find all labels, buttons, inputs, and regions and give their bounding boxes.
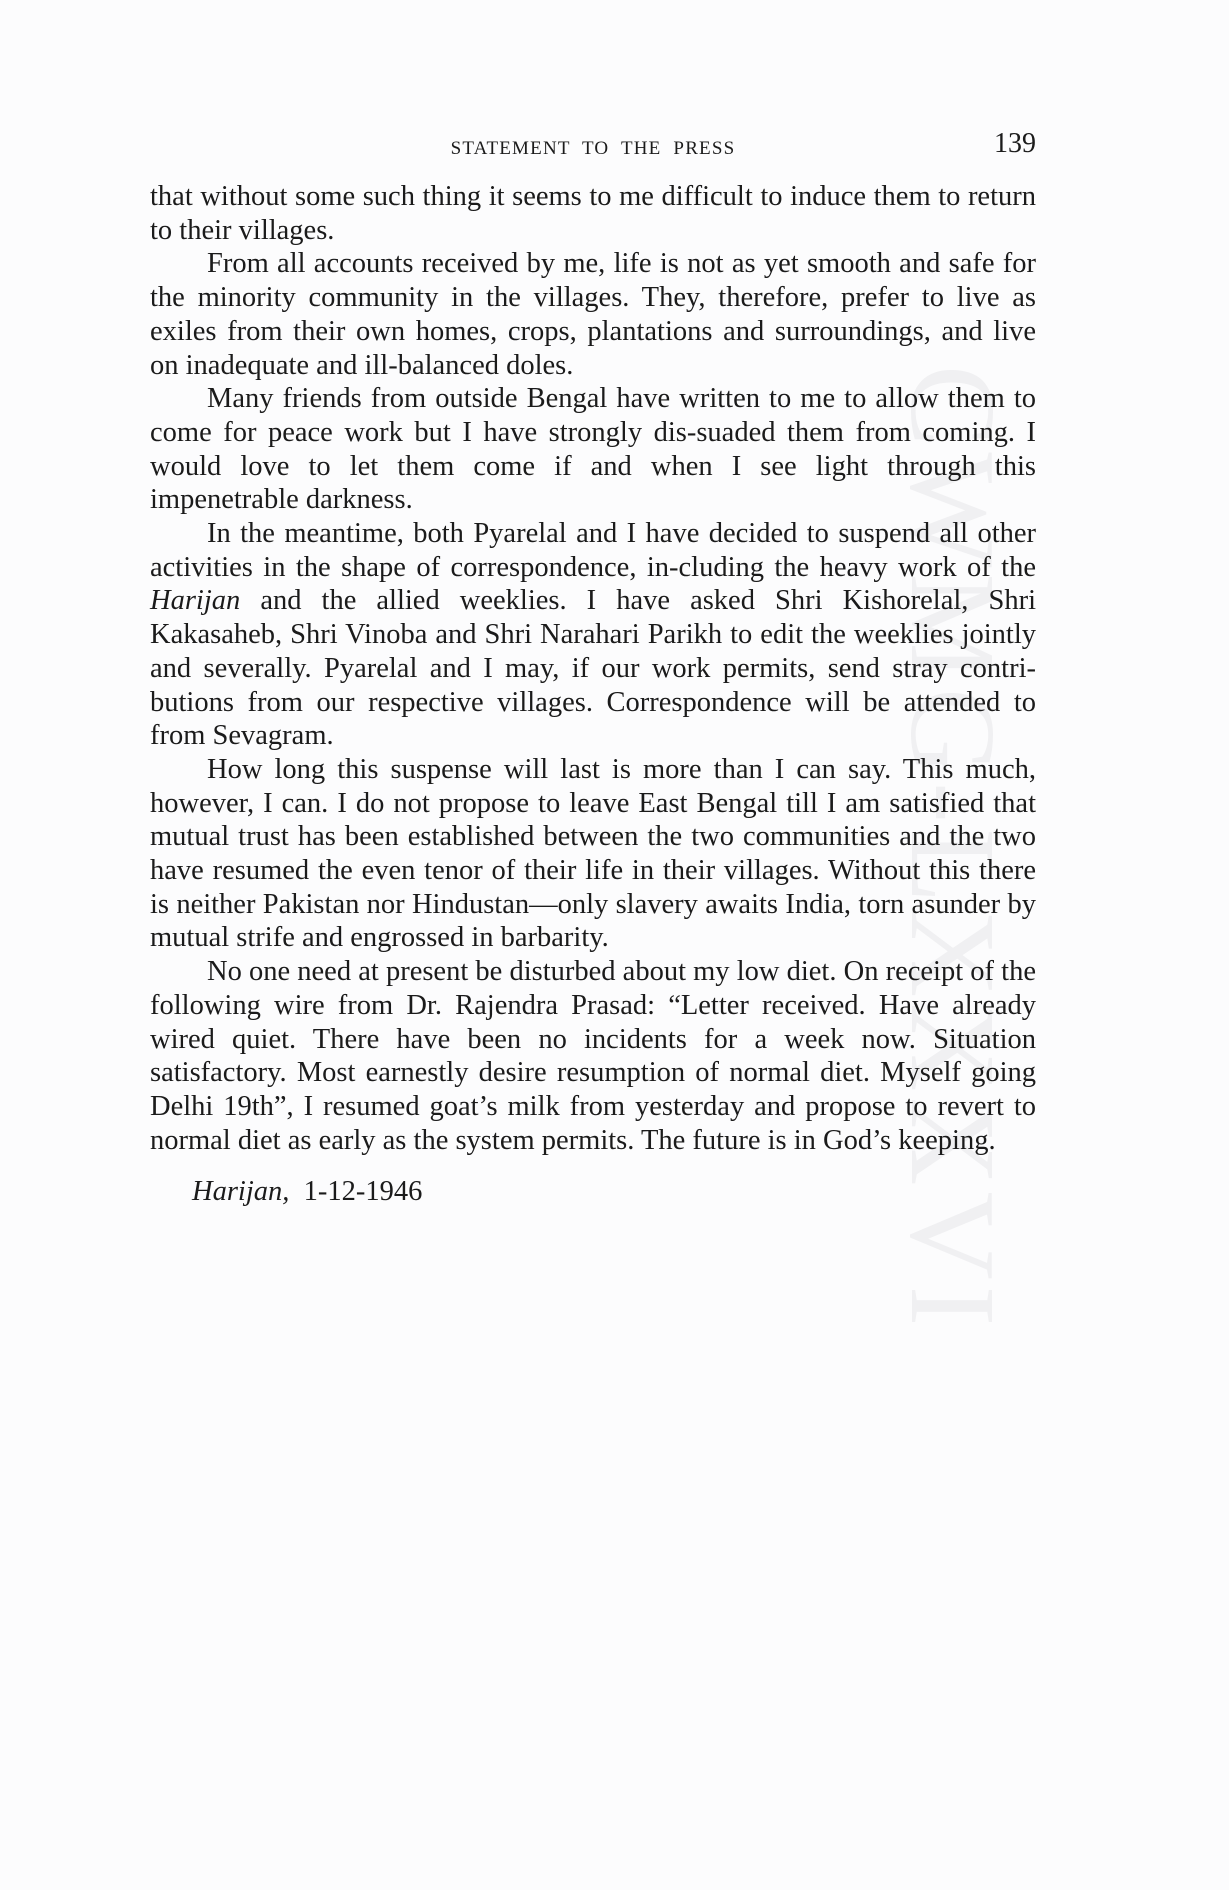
- paragraph: [150, 753, 1036, 955]
- paragraph: [150, 180, 1036, 247]
- page-number: 139: [994, 128, 1036, 159]
- paragraph-list: [150, 180, 1036, 1157]
- paragraph-text: From all accounts received by me, life is not as yet smooth and safe for the minority community in the villages. They, therefore, prefer to live as exiles from their own homes, crops, plantations and surroundings, and live on inadequate and ill-balanced doles.: [150, 248, 1036, 381]
- paragraph-text: Many friends from outside Bengal have written to me to allow them to come for peace work but I have strongly dis-suaded them from coming. I would love to let them come if and when I see light through this impenetrable darkness.: [150, 383, 1036, 516]
- paragraph-text: and the allied weeklies. I have asked Shri Kishorelal, Shri Kakasaheb, Shri Vinoba and Shri Narahari Parikh to edit the weeklies jointly and severally. Pyarelal and I may, if our work permits, send stray contri-butions from our respective villages. Correspondence will be attended to from Sevagram.: [150, 585, 1036, 752]
- paragraph-text: How long this suspense will last is more than I can say. This much, however, I can. I do not propose to leave East Bengal till I am satisfied that mutual trust has been established between the two communities and the two have resumed the even tenor of their life in their villages. Without this there is neither Pakistan nor Hindustan—only slavery awaits India, torn asunder by mutual strife and engrossed in barbarity.: [150, 753, 1036, 954]
- italic-text: Harijan: [150, 585, 241, 617]
- paragraph: [150, 517, 1036, 753]
- source-citation: [150, 1175, 1036, 1209]
- paragraph-text: In the meantime, both Pyarelal and I have decided to suspend all other activities in the shape of correspondence, in-cluding the heavy work of the: [150, 518, 1036, 583]
- paragraph-text: No one need at present be disturbed about my low diet. On receipt of the following wire from Dr. Rajendra Prasad: “Letter received. Have already wired quiet. There have been no incidents for a week now. Situation satisfactory. Most earnestly desire resumption of normal diet. Myself going Delhi 19th”, I resumed goat’s milk from yesterday and propose to revert to normal diet as early as the system permits. The future is in God’s keeping.: [150, 956, 1036, 1156]
- running-title: STATEMENT TO THE PRESS: [450, 138, 736, 159]
- source-journal: Harijan,: [192, 1176, 290, 1208]
- paragraph: [150, 955, 1036, 1157]
- paragraph: [150, 247, 1036, 382]
- body-text: [150, 180, 1036, 1209]
- paragraph-text: that without some such thing it seems to me difficult to induce them to return to their villages.: [150, 181, 1036, 246]
- page-header: [150, 128, 1036, 168]
- source-date: 1-12-1946: [303, 1176, 423, 1208]
- paragraph: [150, 382, 1036, 517]
- watermark: CWMG-LXXXVI: [885, 365, 1020, 1333]
